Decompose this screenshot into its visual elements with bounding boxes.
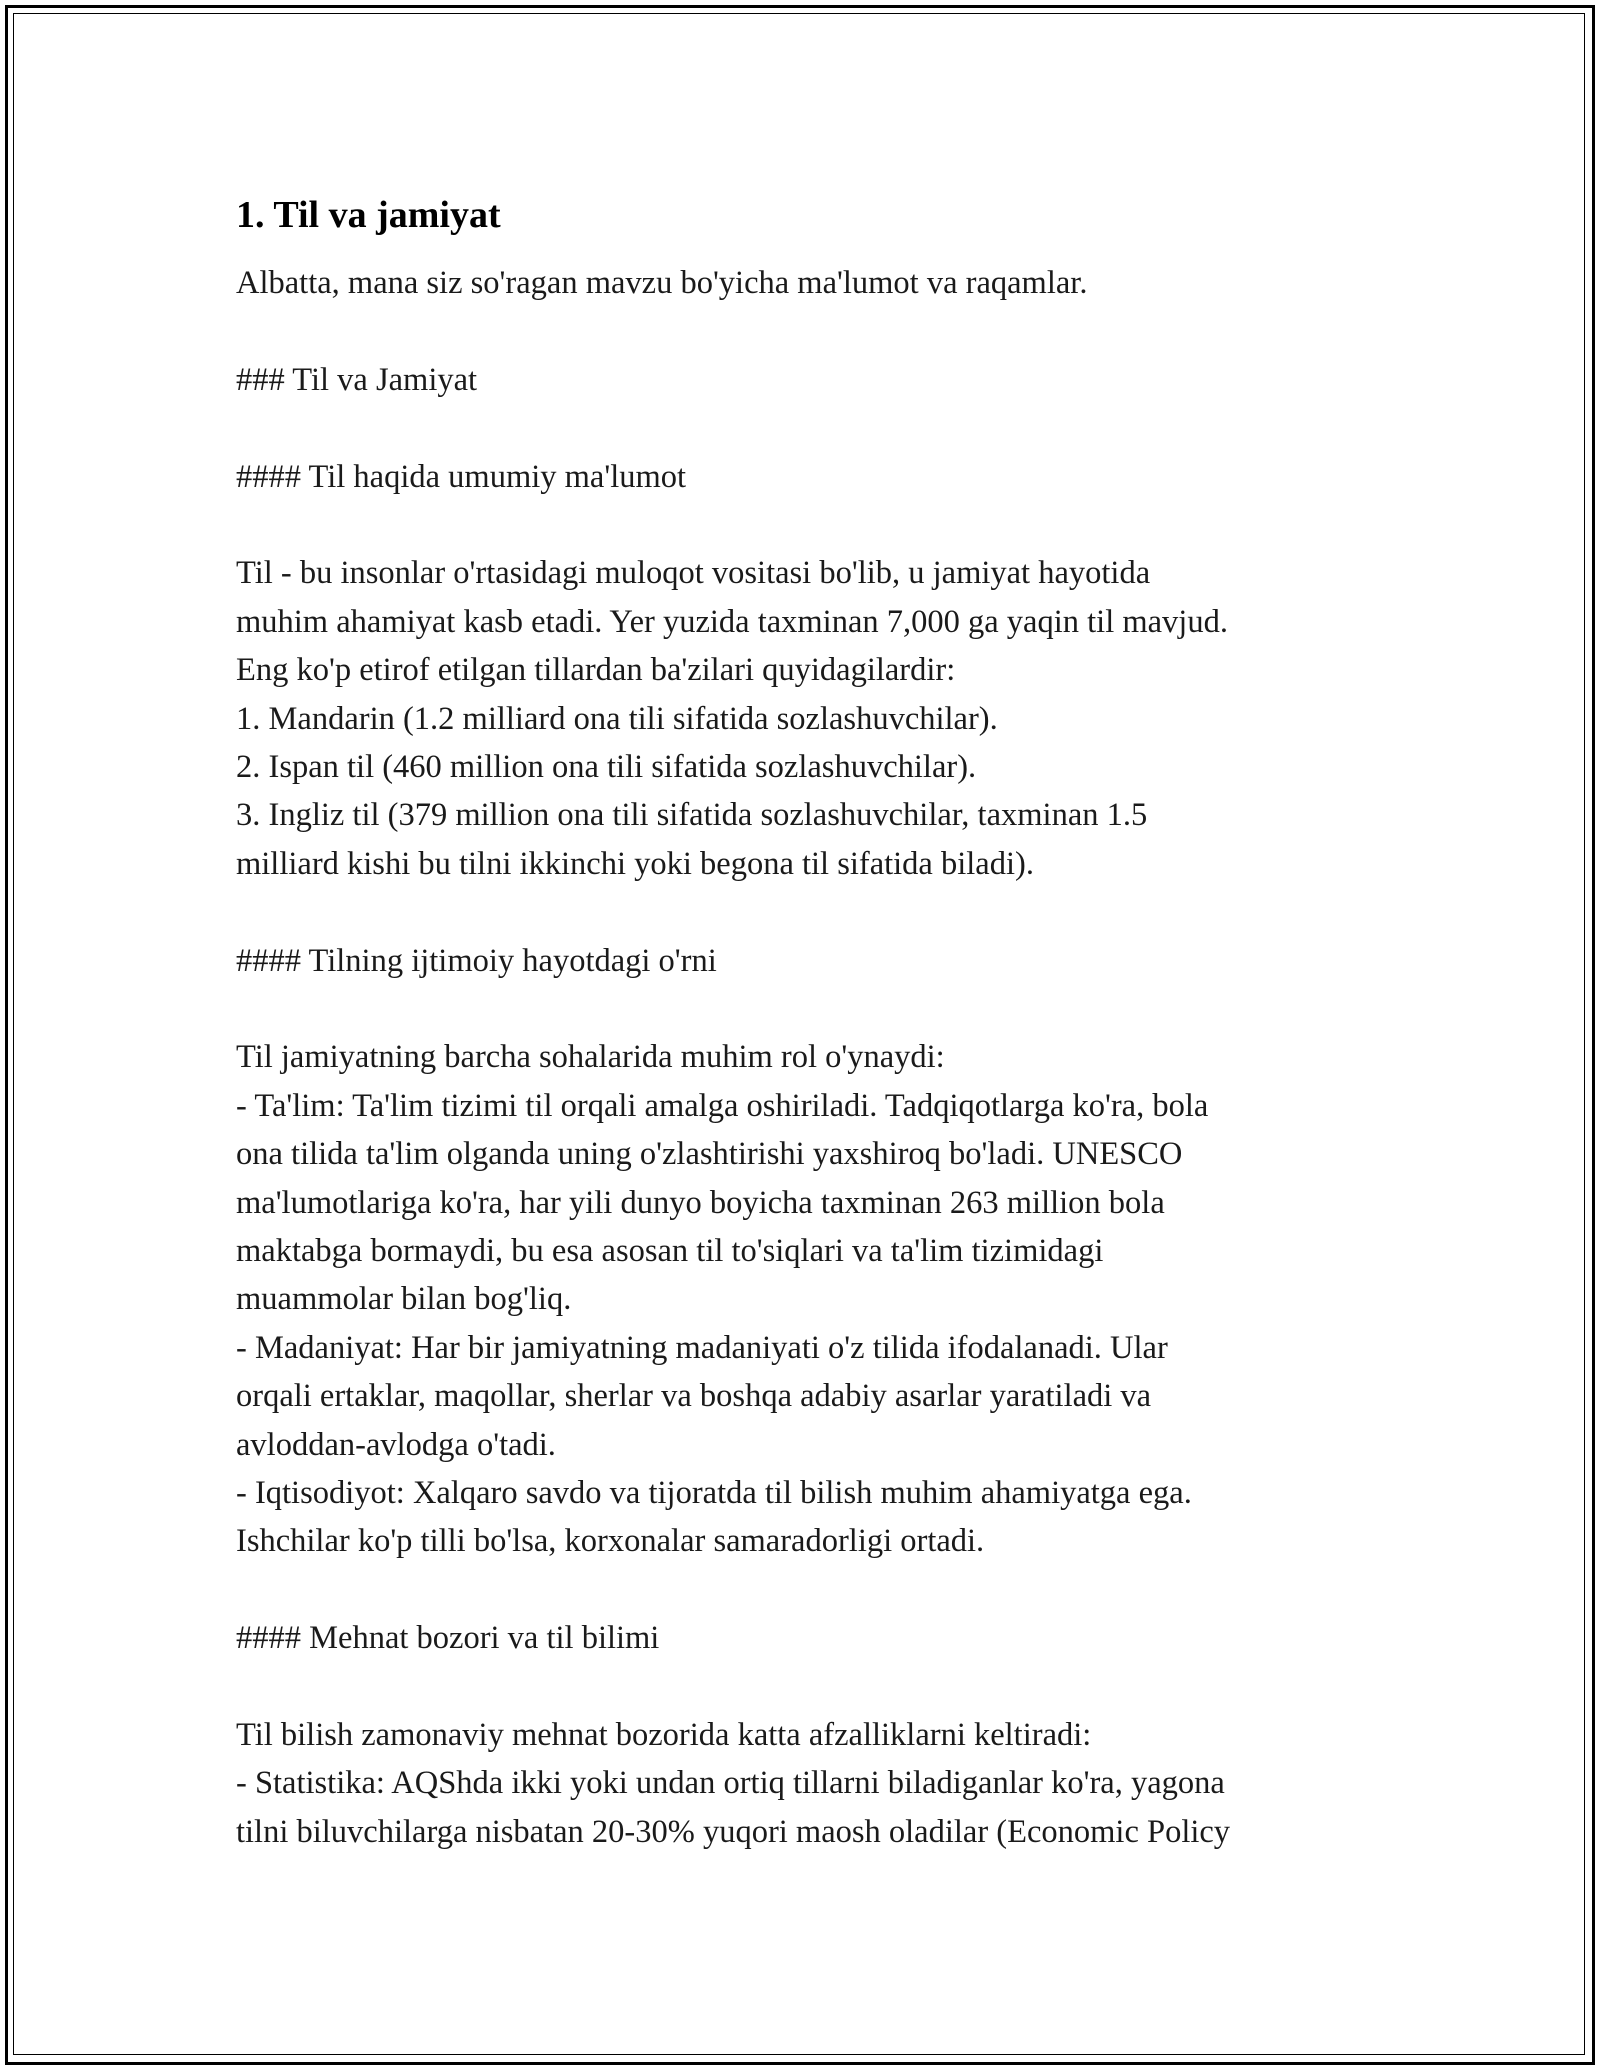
blank-line [236,307,1416,355]
blank-line [236,501,1416,549]
text-line: Til bilish zamonaviy mehnat bozorida katta afzalliklarni keltiradi: [236,1717,1092,1754]
text-line: - Ta'lim: Ta'lim tizimi til orqali amalga oshiriladi. Tadqiqotlarga ko'ra, bola [236,1087,1209,1124]
blank-line [236,985,1416,1033]
text-line: Til jamiyatning barcha sohalarida muhim rol o'ynaydi: [236,1039,945,1076]
text-line: tilni biluvchilarga nisbatan 20-30% yuqori maosh oladilar (Economic Policy [236,1813,1231,1850]
text-line: #### Til haqida umumiy ma'lumot [236,458,687,495]
text-line: Ishchilar ko'p tilli bo'lsa, korxonalar samaradorligi ortadi. [236,1523,985,1560]
text-line: ### Til va Jamiyat [236,361,478,398]
text-line: avloddan-avlodga o'tadi. [236,1426,556,1463]
blank-line [236,888,1416,936]
text-line: #### Tilning ijtimoiy hayotdagi o'rni [236,942,717,979]
text-line: #### Mehnat bozori va til bilimi [236,1620,660,1657]
text-line: Til - bu insonlar o'rtasidagi muloqot vositasi bo'lib, u jamiyat hayotida [236,555,1151,592]
text-line: - Iqtisodiyot: Xalqaro savdo va tijoratda til bilish muhim ahamiyatga ega. [236,1475,1192,1512]
text-line: 1. Mandarin (1.2 milliard ona tili sifatida sozlashuvchilar). [236,700,998,737]
text-line: milliard kishi bu tilni ikkinchi yoki begona til sifatida biladi). [236,845,1034,882]
text-line: ona tilida ta'lim olganda uning o'zlashtirishi yaxshiroq bo'ladi. UNESCO [236,1136,1183,1173]
document-body [236,185,1416,1856]
text-lines [236,259,1416,1856]
text-line: - Madaniyat: Har bir jamiyatning madaniyati o'z tilida ifodalanadi. Ular [236,1329,1168,1366]
text-line: muhim ahamiyat kasb etadi. Yer yuzida taxminan 7,000 ga yaqin til mavjud. [236,603,1228,640]
blank-line [236,1663,1416,1711]
text-line: maktabga bormaydi, bu esa asosan til to'siqlari va ta'lim tizimidagi [236,1233,1104,1270]
text-line: ma'lumotlariga ko'ra, har yili dunyo boyicha taxminan 263 million bola [236,1184,1165,1221]
text-line: muammolar bilan bog'liq. [236,1281,572,1318]
text-line: - Statistika: AQShda ikki yoki undan ortiq tillarni biladiganlar ko'ra, yagona [236,1765,1225,1802]
blank-line [236,1566,1416,1614]
text-line: 2. Ispan til (460 million ona tili sifatida sozlashuvchilar). [236,749,977,786]
text-line: 3. Ingliz til (379 million ona tili sifatida sozlashuvchilar, taxminan 1.5 [236,797,1148,834]
blank-line [236,404,1416,452]
page-title: 1. Til va jamiyat [236,194,501,236]
text-line: orqali ertaklar, maqollar, sherlar va boshqa adabiy asarlar yaratiladi va [236,1378,1152,1415]
text-line: Albatta, mana siz so'ragan mavzu bo'yicha ma'lumot va raqamlar. [236,265,1088,301]
text-line: Eng ko'p etirof etilgan tillardan ba'zilari quyidagilardir: [236,652,956,689]
